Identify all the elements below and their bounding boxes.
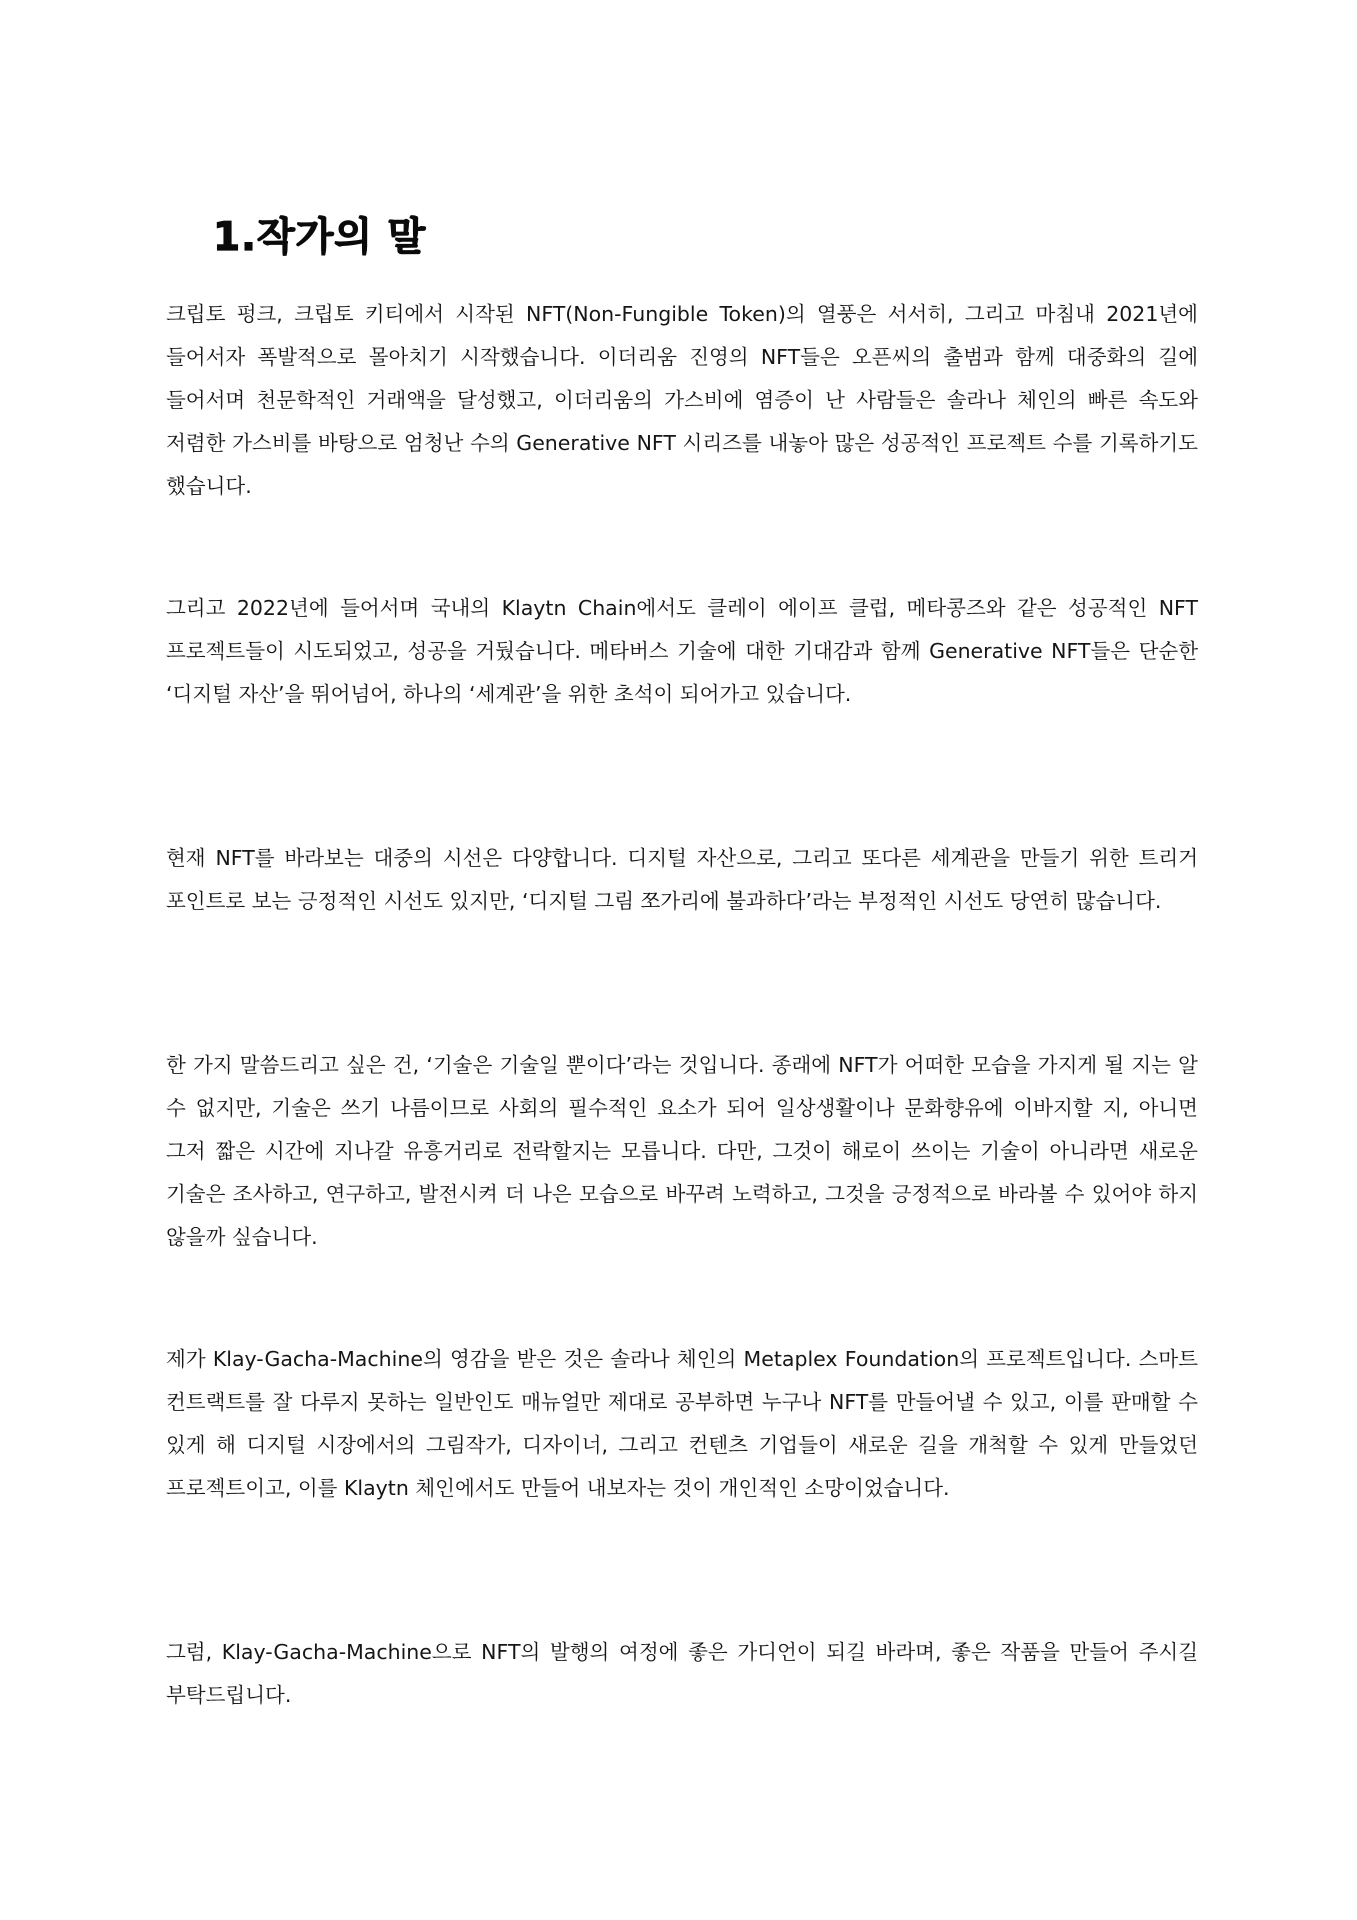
paragraph-technology: 한 가지 말씀드리고 싶은 건, ‘기술은 기술일 뿐이다’라는 것입니다. 종래에 NFT가 어떠한 모습을 가지게 될 지는 알 수 없지만, 기술은 쓰기 나름이므로 사회의 필수적인 요소가 되어 일상생활이나 문화향유에 이바지할 지, 아니면 그저 짧은 시간에 지나갈 유흥거리로 전락할지는 모릅니다. 다만, 그것이 해로이 쓰이는 기술이 아니라면 새로운 기술은 조사하고, 연구하고, 발전시켜 더 나은 모습으로 바꾸려 노력하고, 그것을 긍정적으로 바라볼 수 있어야 하지 않을까 싶습니다. (166, 1053, 1198, 1249)
paragraph-intro: 크립토 펑크, 크립토 키티에서 시작된 NFT(Non-Fungible Token)의 열풍은 서서히, 그리고 마침내 2021년에 들어서자 폭발적으로 몰아치기 시작했습니다. 이더리움 진영의 NFT들은 오픈씨의 출범과 함께 대중화의 길에 들어서며 천문학적인 거래액을 달성했고, 이더리움의 가스비에 염증이 난 사람들은 솔라나 체인의 빠른 속도와 저렴한 가스비를 바탕으로 엄청난 수의 Generative NFT 시리즈를 내놓아 많은 성공적인 프로젝트 수를 기록하기도 했습니다. (166, 302, 1198, 498)
paragraph-inspiration: 제가 Klay-Gacha-Machine의 영감을 받은 것은 솔라나 체인의 Metaplex Foundation의 프로젝트입니다. 스마트 컨트랙트를 잘 다루지 못하는 일반인도 매뉴얼만 제대로 공부하면 누구나 NFT를 만들어낼 수 있고, 이를 판매할 수 있게 해 디지털 시장에서의 그림작가, 디자이너, 그리고 컨텐츠 기업들이 새로운 길을 개척할 수 있게 만들었던 프로젝트이고, 이를 Klaytn 체인에서도 만들어 내보자는 것이 개인적인 소망이었습니다. (166, 1347, 1198, 1500)
paragraph-closing: 그럼, Klay-Gacha-Machine으로 NFT의 발행의 여정에 좋은 가디언이 되길 바라며, 좋은 작품을 만들어 주시길 부탁드립니다. (166, 1640, 1198, 1707)
page-title: 1.작가의 말 (213, 215, 427, 260)
paragraph-klaytn: 그리고 2022년에 들어서며 국내의 Klaytn Chain에서도 클레이 에이프 클럽, 메타콩즈와 같은 성공적인 NFT 프로젝트들이 시도되었고, 성공을 거뒀습니다. 메타버스 기술에 대한 기대감과 함께 Generative NFT들은 단순한 ‘디지털 자산’을 뛰어넘어, 하나의 ‘세계관’을 위한 초석이 되어가고 있습니다. (166, 596, 1198, 706)
paragraph-public-view: 현재 NFT를 바라보는 대중의 시선은 다양합니다. 디지털 자산으로, 그리고 또다른 세계관을 만들기 위한 트리거 포인트로 보는 긍정적인 시선도 있지만, ‘디지털 그림 쪼가리에 불과하다’라는 부정적인 시선도 당연히 많습니다. (166, 846, 1198, 913)
